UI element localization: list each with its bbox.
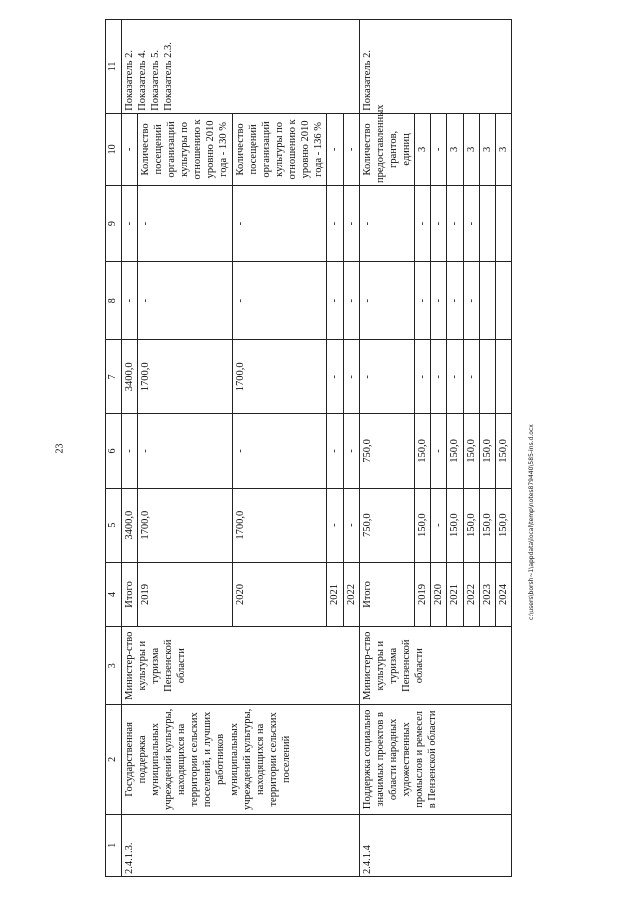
- funding-cell: 150,0: [447, 414, 463, 488]
- indicator-cell: 3: [479, 113, 495, 185]
- executor-cell: Министер-ство культуры и туризма Пензенской области: [121, 627, 359, 705]
- year-cell: Итого: [121, 562, 137, 626]
- funding-cell: -: [463, 262, 479, 340]
- total-funding-cell: -: [431, 488, 447, 562]
- funding-cell: -: [343, 340, 359, 414]
- funding-cell: 3400,0: [121, 340, 137, 414]
- funding-cell: -: [359, 340, 415, 414]
- funding-cell: [479, 186, 495, 262]
- funding-cell: -: [137, 414, 232, 488]
- item-number-cell: 2.4.1.3.: [121, 814, 359, 876]
- year-cell: 2020: [431, 562, 447, 626]
- header-cell: 11: [106, 20, 122, 114]
- funding-cell: -: [121, 186, 137, 262]
- funding-cell: -: [137, 186, 232, 262]
- header-cell: 2: [106, 705, 122, 814]
- header-cell: 1: [106, 814, 122, 876]
- funding-cell: [495, 340, 511, 414]
- indicator-cell: Количество посещений организаций культуры по отношению к уровню 2010 года - 136 %: [232, 113, 327, 185]
- total-funding-cell: -: [327, 488, 343, 562]
- header-cell: 4: [106, 562, 122, 626]
- executor-cell: Министер-ство культуры и туризма Пензенской области: [359, 627, 511, 705]
- total-funding-cell: 1700,0: [137, 488, 232, 562]
- indicator-cell: -: [343, 113, 359, 185]
- year-cell: Итого: [359, 562, 415, 626]
- funding-cell: -: [447, 262, 463, 340]
- funding-cell: -: [232, 262, 327, 340]
- year-cell: 2021: [447, 562, 463, 626]
- funding-cell: [495, 262, 511, 340]
- funding-cell: 1700,0: [137, 340, 232, 414]
- table-row: [121, 20, 137, 877]
- header-cell: 7: [106, 340, 122, 414]
- funding-cell: 150,0: [463, 414, 479, 488]
- year-cell: 2019: [137, 562, 232, 626]
- funding-cell: -: [415, 262, 431, 340]
- indicator-cell: 3: [463, 113, 479, 185]
- indicator-cell: -: [121, 113, 137, 185]
- target-indicator-cell: Показатель 2.: [359, 20, 511, 114]
- target-indicator-cell: Показатель 2. Показатель 4. Показатель 5. Показатель 2.3.: [121, 20, 359, 114]
- activity-name-cell: Поддержка социально значимых проектов в области народных художественных промыслов и ремесел в Пензенской области: [359, 705, 511, 814]
- funding-cell: -: [232, 414, 327, 488]
- funding-cell: -: [431, 262, 447, 340]
- header-cell: 9: [106, 186, 122, 262]
- program-table: [105, 19, 589, 877]
- total-funding-cell: 3400,0: [121, 488, 137, 562]
- header-row: [106, 20, 122, 877]
- funding-cell: -: [327, 186, 343, 262]
- total-funding-cell: 150,0: [495, 488, 511, 562]
- indicator-cell: -: [327, 113, 343, 185]
- funding-cell: [479, 262, 495, 340]
- header-cell: 10: [106, 113, 122, 185]
- year-cell: 2019: [415, 562, 431, 626]
- funding-cell: -: [431, 340, 447, 414]
- indicator-cell: 3: [447, 113, 463, 185]
- indicator-cell: 3: [495, 113, 511, 185]
- indicator-cell: 3: [415, 113, 431, 185]
- header-cell: 3: [106, 627, 122, 705]
- year-cell: 2023: [479, 562, 495, 626]
- funding-cell: -: [327, 414, 343, 488]
- item-number-cell: 2.4.1.4: [359, 814, 511, 876]
- funding-cell: [479, 340, 495, 414]
- total-funding-cell: 150,0: [447, 488, 463, 562]
- funding-cell: -: [415, 186, 431, 262]
- funding-cell: 150,0: [415, 414, 431, 488]
- header-cell: 5: [106, 488, 122, 562]
- funding-cell: -: [431, 414, 447, 488]
- funding-cell: -: [431, 186, 447, 262]
- funding-cell: -: [327, 262, 343, 340]
- total-funding-cell: 150,0: [479, 488, 495, 562]
- year-cell: 2022: [463, 562, 479, 626]
- funding-cell: -: [327, 340, 343, 414]
- activity-name-cell: Государственная поддержка муниципальных учреждений культуры, находящихся на территории сельских поселений, и лучших работников муниципальных учреждений культуры, находящихся на территории сельских поселений: [121, 705, 359, 814]
- funding-cell: -: [137, 262, 232, 340]
- funding-cell: -: [343, 186, 359, 262]
- total-funding-cell: 750,0: [359, 488, 415, 562]
- funding-cell: -: [447, 340, 463, 414]
- funding-cell: -: [121, 414, 137, 488]
- total-funding-cell: 150,0: [463, 488, 479, 562]
- indicator-cell: -: [431, 113, 447, 185]
- total-funding-cell: -: [343, 488, 359, 562]
- year-cell: 2021: [327, 562, 343, 626]
- funding-cell: -: [447, 186, 463, 262]
- year-cell: 2024: [495, 562, 511, 626]
- funding-cell: -: [343, 414, 359, 488]
- funding-cell: -: [343, 262, 359, 340]
- funding-cell: -: [359, 262, 415, 340]
- table-row: [359, 20, 415, 877]
- funding-cell: 750,0: [359, 414, 415, 488]
- funding-cell: 150,0: [495, 414, 511, 488]
- total-funding-cell: 1700,0: [232, 488, 327, 562]
- funding-cell: -: [121, 262, 137, 340]
- header-cell: 8: [106, 262, 122, 340]
- year-cell: 2020: [232, 562, 327, 626]
- funding-cell: -: [415, 340, 431, 414]
- indicator-cell: Количество предоставленных грантов, единиц: [359, 113, 415, 185]
- funding-cell: -: [359, 186, 415, 262]
- funding-cell: 1700,0: [232, 340, 327, 414]
- header-cell: 6: [106, 414, 122, 488]
- funding-cell: 150,0: [479, 414, 495, 488]
- year-cell: 2022: [343, 562, 359, 626]
- page-number: 23: [54, 443, 66, 454]
- funding-cell: -: [463, 186, 479, 262]
- funding-cell: -: [232, 186, 327, 262]
- total-funding-cell: 150,0: [415, 488, 431, 562]
- funding-cell: -: [463, 340, 479, 414]
- indicator-cell: Количество посещений организаций культуры по отношению к уровню 2010 года - 130 %: [137, 113, 232, 185]
- funding-cell: [495, 186, 511, 262]
- file-path-footer: c:\users\borsh~1\appdata\local\temp\notes879440\585-ins.d.ocx: [528, 424, 535, 620]
